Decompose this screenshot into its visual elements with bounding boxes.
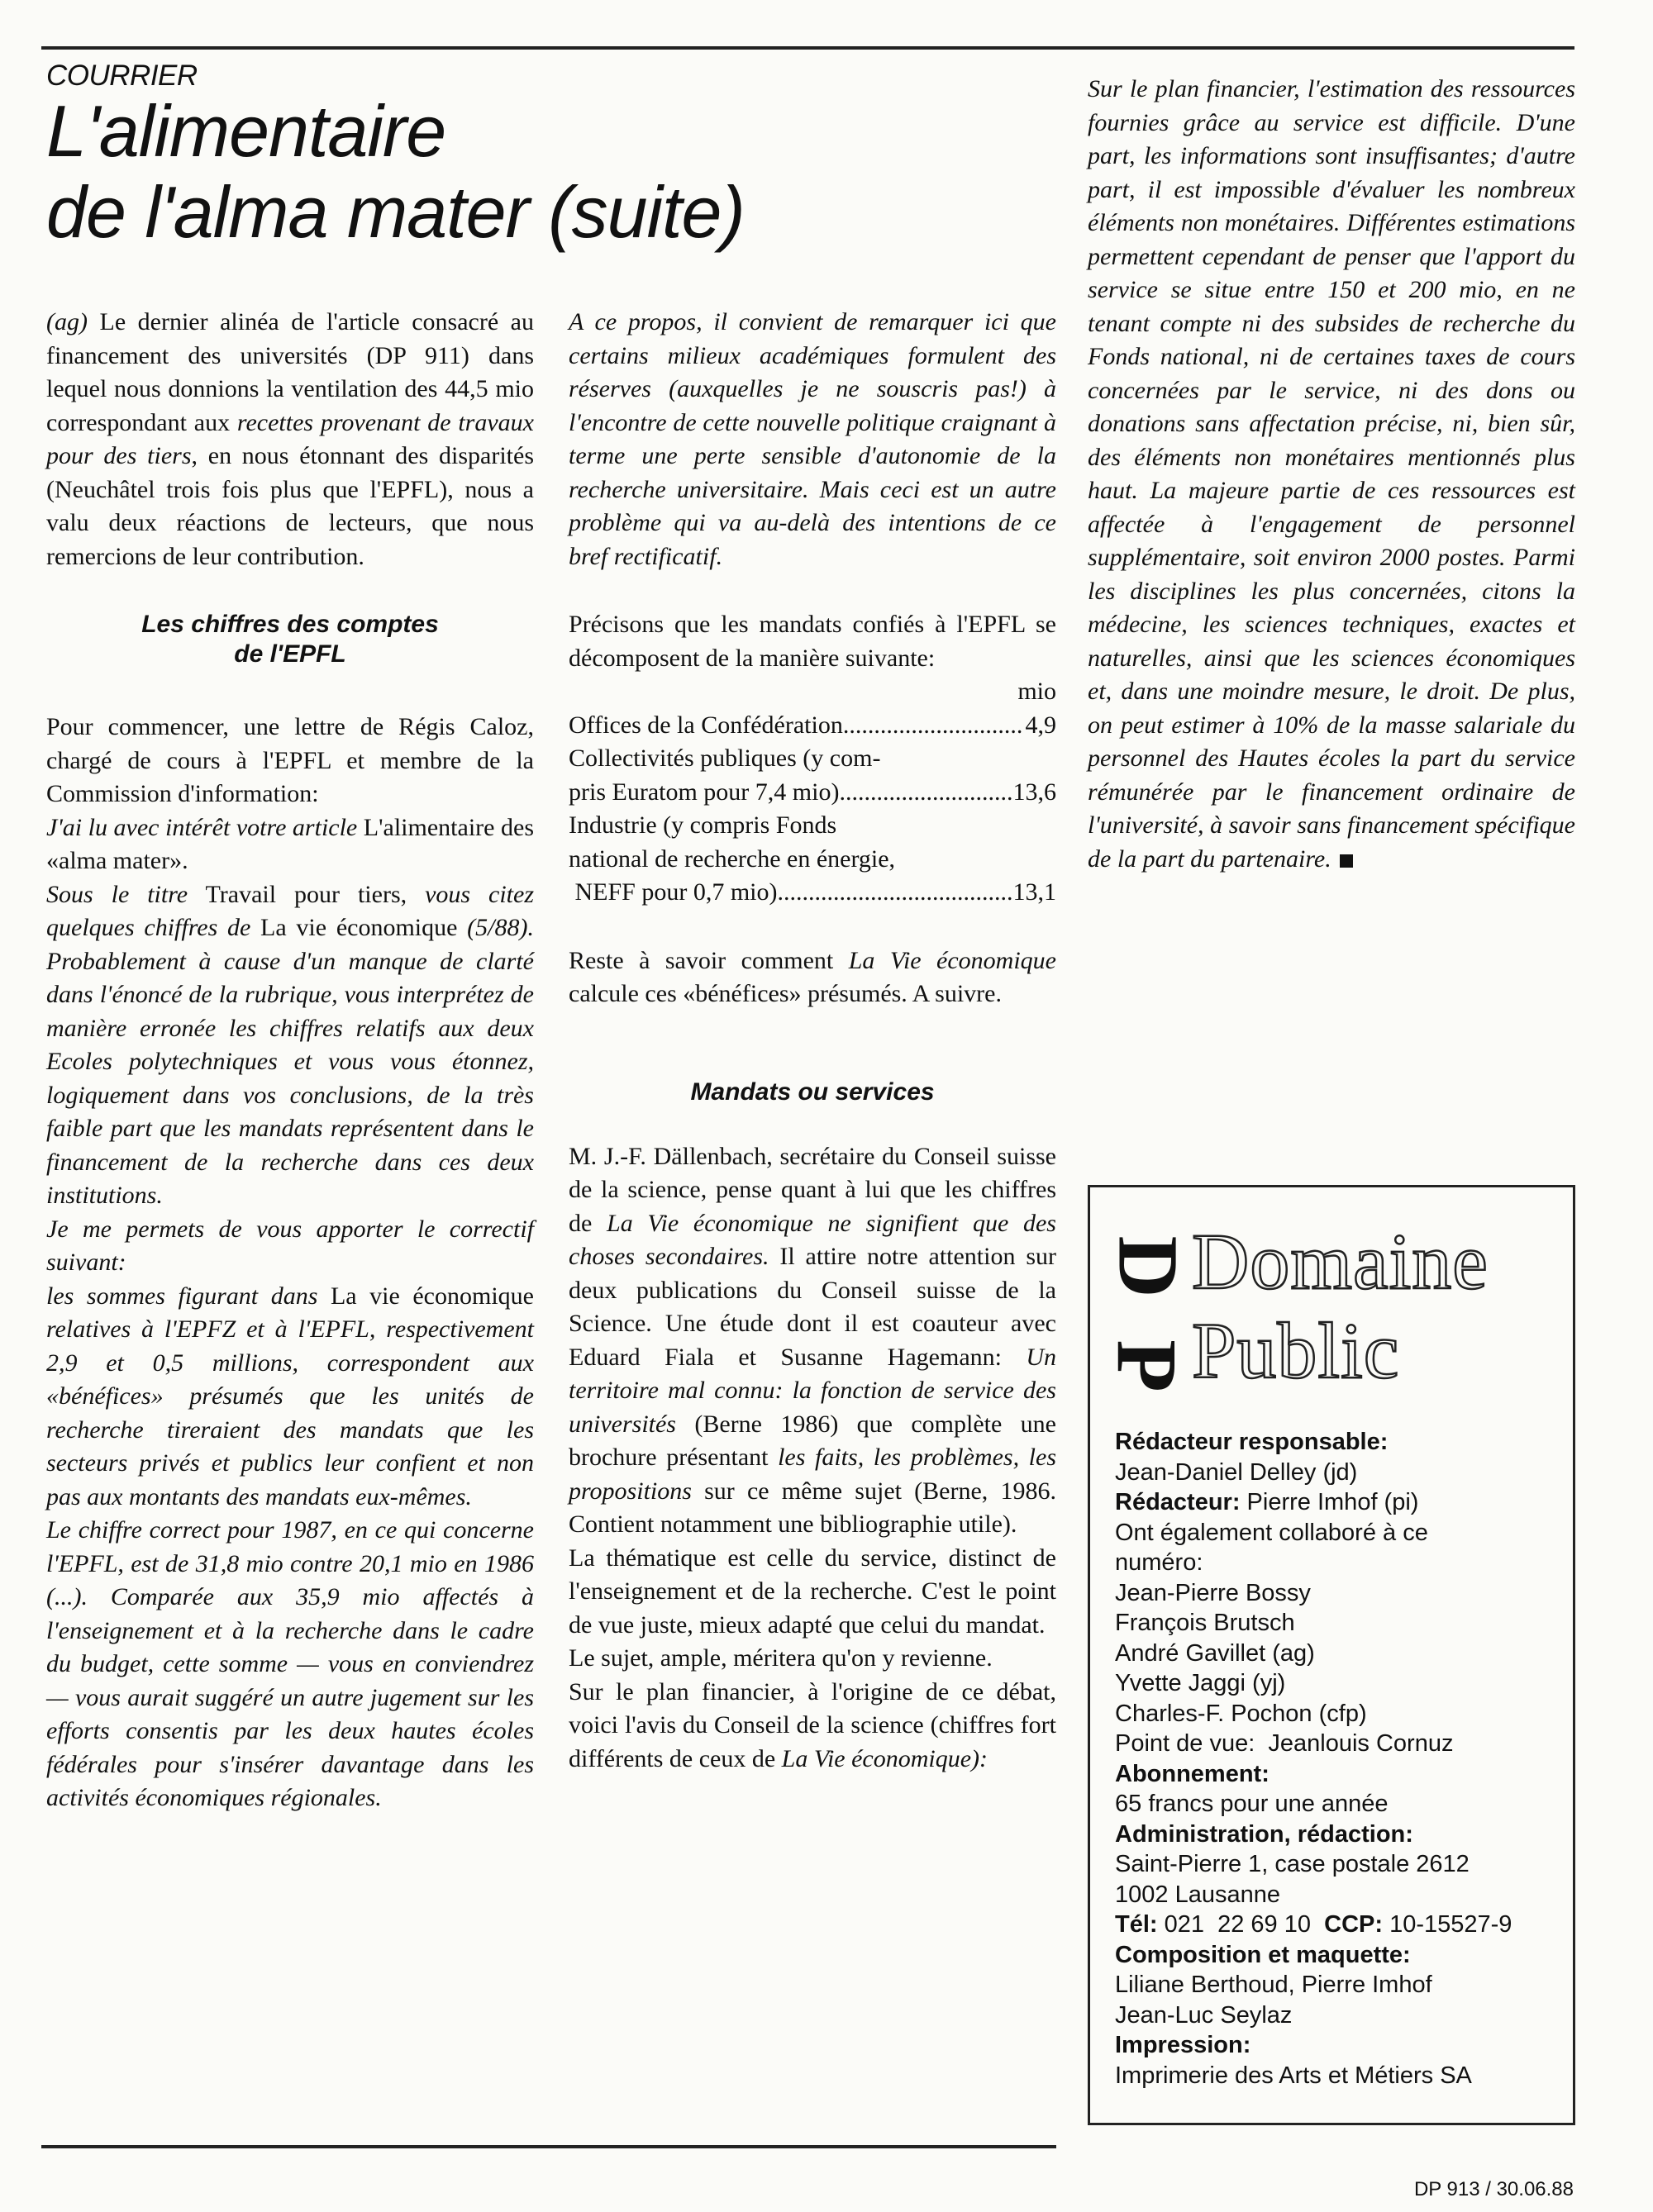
author-tag: (ag): [46, 308, 88, 335]
logo-word-domaine: Domaine: [1192, 1217, 1489, 1306]
paragraph: Sur le plan financier, à l'origine de ce débat, voici l'avis du Conseil de la science (chiffres fort différents de ceux de La Vie économique):: [569, 1677, 1056, 1772]
column-1: [46, 306, 534, 1815]
column-2: [569, 306, 1056, 1776]
subheading-chiffres: Les chiffres des comptes de l'EPFL: [141, 611, 439, 668]
article-title: [46, 91, 1038, 253]
paragraph: Reste à savoir comment La Vie économique calcule ces «bénéfices» présumés. A suivre.: [569, 946, 1056, 1007]
table-row-label: national de recherche en énergie,: [569, 844, 896, 873]
table-row-label: Collectivités publiques (y com-: [569, 744, 881, 772]
bottom-rule: [41, 2145, 1056, 2148]
intro-paragraph: (ag) Le dernier alinéa de l'article consacré au financement des universités (DP 911) dans lequel nous donnions la ventilation des 44,5 mio correspondant aux recettes provenant de travaux pour des tiers, en nous étonnant des disparités (Neuchâtel trois fois plus que l'EPFL), nous a valu deux réactions de lecteurs, que nous remercions de leur contribution.: [46, 308, 534, 570]
table-row: Offices de la Confédération ..... 4,9: [569, 709, 1056, 743]
top-rule: [41, 46, 1574, 50]
masthead-box: [1088, 1185, 1575, 2125]
letter-paragraph: Le chiffre correct pour 1987, en ce qui concerne l'EPFL, est de 31,8 mio contre 20,1 mio en 1986 (...). Comparée aux 35,9 mio affectés à l'enseignement et à la recherche dans le cadre du budget, cette somme — vous en conviendrez — vous aurait suggéré un autre jugement sur les efforts consentis par les deux hautes écoles fédérales pour s'insérer davantage dans les activités économiques régionales.: [46, 1516, 534, 1811]
logo-word-public: Public: [1192, 1306, 1400, 1395]
letter-paragraph: Je me permets de vous apporter le correctif suivant:: [46, 1215, 534, 1276]
dp-monogram: D P: [1098, 1235, 1196, 1392]
title-line-1: L'alimentaire: [46, 90, 446, 172]
column-3: [1088, 73, 1575, 876]
table-row: pris Euratom pour 7,4 mio) ..... 13,6: [569, 776, 1056, 810]
quote-paragraph: Sur le plan financier, l'estimation des ressources fournies grâce au service est difficile. D'une part, les informations sont insuffisantes; d'autre part, il est impossible d'évaluer les nombreux éléments non monétaires. Différentes estimations permettent cependant de penser que l'apport du service se situe entre 150 et 200 mio, en ne tenant compte ni des subsides de recherche du Fonds national, ni de certaines taxes de cours concernées par le service, ni des dons ou donations sans affectation précise, ni, bien sûr, des éléments non monétaires mentionnés plus haut. La majeure partie de ces ressources est affectée à l'engagement de personnel supplémentaire, soit environ 2000 postes. Parmi les disciplines les plus concernées, citons la médecine, les sciences techniques, exactes et naturelles, ainsi que les sciences économiques et, dans une moindre mesure, le droit. De plus, on peut estimer à 10% de la masse salariale du personnel des Hautes écoles la part du service rémunérée par le financement ordinaire de l'université, à savoir sans financement spécifique de la part du partenaire.: [1088, 75, 1575, 873]
letter-paragraph: J'ai lu avec intérêt votre article L'alimentaire des «alma mater».: [46, 813, 534, 874]
paragraph: Précisons que les mandats confiés à l'EPFL se décomposent de la manière suivante:: [569, 611, 1056, 672]
letter-paragraph: les sommes figurant dans La vie économique relatives à l'EPFZ et à l'EPFL, respectivement 2,9 et 0,5 millions, correspondent aux «bénéfices» présumés que les unités de recherche tireraient des mandats que les secteurs privés et publics leur confient et non pas aux montants des mandats eux-mêmes.: [46, 1282, 534, 1510]
paragraph: Pour commencer, une lettre de Régis Caloz, chargé de cours à l'EPFL et membre de la Commission d'information:: [46, 713, 534, 807]
paragraph: La thématique est celle du service, distinct de l'enseignement et de la recherche. C'est le point de vue juste, mieux adapté que celui du mandat.: [569, 1544, 1056, 1639]
table-unit: mio: [1017, 678, 1056, 705]
paragraph: Le sujet, ample, méritera qu'on y revienne.: [569, 1644, 993, 1672]
title-line-2: de l'alma mater (suite): [46, 171, 745, 253]
letter-paragraph: Sous le titre Travail pour tiers, vous citez quelques chiffres de La vie économique (5/88). Probablement à cause d'un manque de clarté dans l'énoncé de la rubrique, vous interprétez de manière erronée les chiffres relatifs aux deux Ecoles polytechniques et vous vous étonnez, logiquement dans vos conclusions, de la très faible part que les mandats représentent dans le financement de la recherche dans ces deux institutions.: [46, 880, 534, 1209]
page-footer: DP 913 / 30.06.88: [1413, 2178, 1574, 2200]
end-of-article-mark: [1340, 854, 1353, 868]
paragraph: M. J.-F. Dällenbach, secrétaire du Conseil suisse de la science, pense quant à lui que les chiffres de La Vie économique ne signifient que des choses secondaires. Il attire notre attention sur deux publications du Conseil suisse de la Science. Une étude dont il est coauteur avec Eduard Fiala et Susanne Hagemann: Un territoire mal connu: la fonction de service des universités (Berne 1986) que complète une brochure présentant les faits, les problèmes, les propositions sur ce même sujet (Berne, 1986. Contient notamment une bibliographie utile).: [569, 1142, 1056, 1538]
table-row: NEFF pour 0,7 mio) ..... 13,1: [569, 876, 1056, 910]
letter-paragraph: A ce propos, il convient de remarquer ici que certains milieux académiques formulent des réserves (auxquelles je ne souscris pas!) à l'encontre de cette nouvelle politique craignant à terme une perte sensible d'autonomie de la recherche universitaire. Mais ceci est un autre problème qui va au-delà des intentions de ce bref rectificatif.: [569, 308, 1056, 570]
section-kicker: COURRIER: [46, 59, 198, 92]
masthead-credits: Rédacteur responsable: Jean-Daniel Delley (jd) Rédacteur: Pierre Imhof (pi) Ont également collaboré à ce numéro: Jean-Pierre Bossy François Brutsch André Gavillet (ag) Yvette Jaggi (yj) Charles-F. Pochon (cfp) Point de vue: Jeanlouis Cornuz Abonnement: 65 francs pour une année Administration, rédaction: Saint-Pierre 1, case postale 2612 1002 Lausanne Tél: 021 22 69 10 CCP: 10-15527-9 Composition et maquette: Liliane Berthoud, Pierre Imhof Jean-Luc Seylaz Impression: Imprimerie des Arts et Métiers SA: [1115, 1429, 1512, 2089]
domaine-public-logo: [1098, 1217, 1560, 1415]
subheading-mandats: Mandats ou services: [690, 1077, 935, 1106]
table-row-label: Industrie (y compris Fonds: [569, 811, 837, 839]
